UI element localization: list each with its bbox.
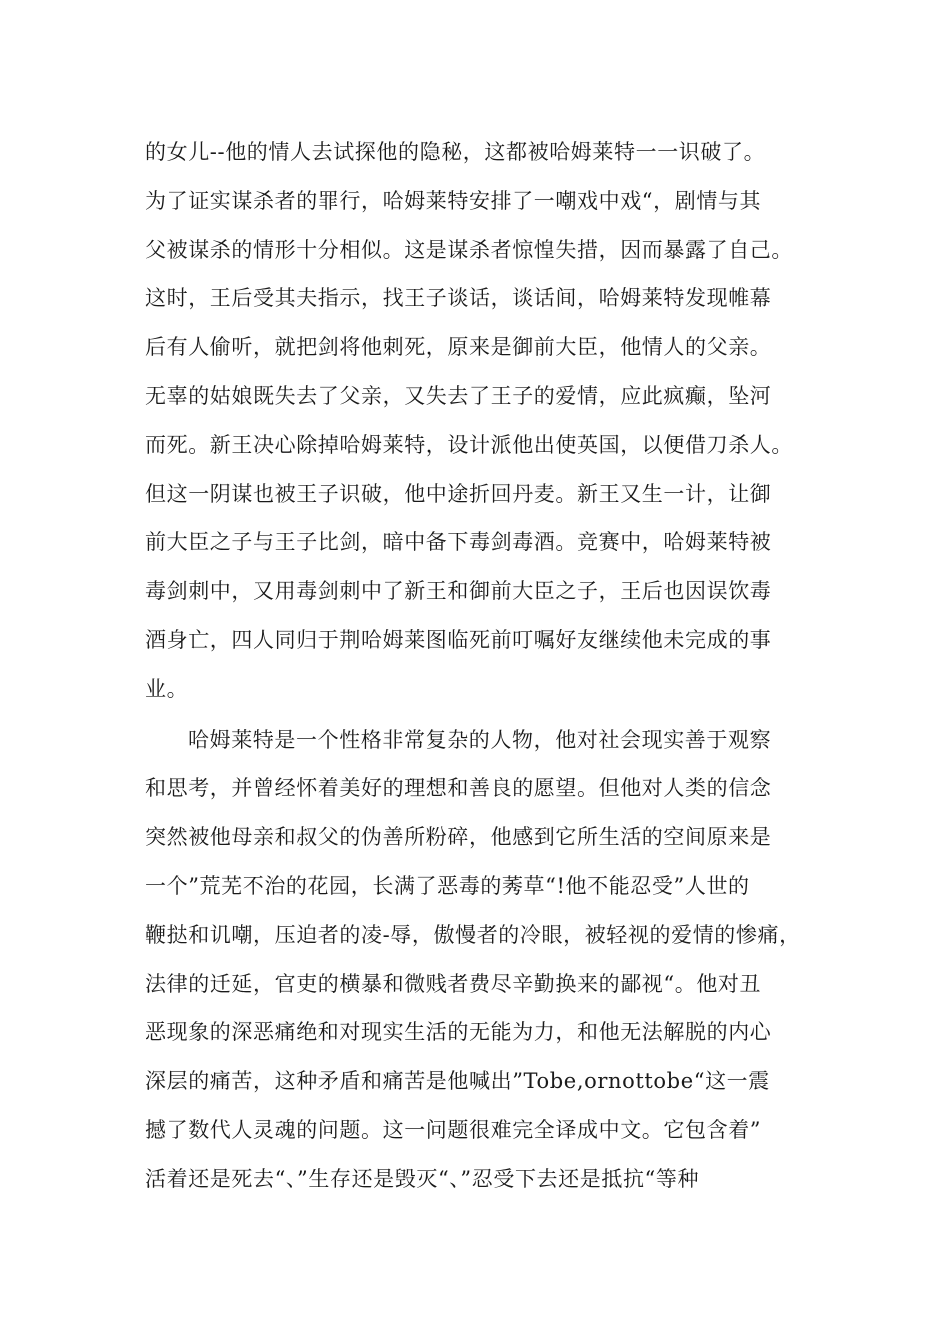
text-line: 但这一阴谋也被王子识破，他中途折回丹麦。新王又生一计，让御: [145, 481, 772, 506]
text-line: 父被谋杀的情形十分相似。这是谋杀者惊惶失措，因而暴露了自己。: [145, 237, 793, 262]
text-line: 一个”荒芜不治的花园，长满了恶毒的莠草“!他不能忍受”人世的: [145, 873, 750, 898]
text-line: 的女儿--他的情人去试探他的隐秘，这都被哈姆莱特一一识破了。: [145, 140, 766, 164]
text-line: 毒剑刺中，又用毒剑刺中了新王和御前大臣之子，王后也因误饮毒: [145, 579, 772, 604]
text-line: 活着还是死去“、”生存还是毁灭“、”忍受下去还是抵抗“等种: [145, 1166, 700, 1191]
text-line: 鞭挞和讥嘲，压迫者的凌-辱，傲慢者的冷眼，被轻视的爱情的惨痛，: [145, 922, 801, 947]
text-line: 法律的迁延，官吏的横暴和微贱者费尽辛勤换来的鄙视“。他对丑: [145, 971, 762, 996]
body-text: [145, 128, 835, 1204]
text-line: 业。: [145, 676, 189, 701]
text-line: 撼了数代人灵魂的问题。这一问题很难完全译成中文。它包含着”: [145, 1117, 762, 1142]
text-line: 恶现象的深恶痛绝和对现实生活的无能为力，和他无法解脱的内心: [145, 1020, 772, 1045]
text-line: 突然被他母亲和叔父的伪善所粉碎，他感到它所生活的空间原来是: [145, 825, 772, 850]
paragraph-2: [145, 716, 835, 1204]
text-line: 而死。新王决心除掉哈姆莱特，设计派他出使英国，以便借刀杀人。: [145, 432, 793, 457]
text-line: 前大臣之子与王子比剑，暗中备下毒剑毒酒。竞赛中，哈姆莱特被: [145, 530, 772, 555]
text-line: 和思考，并曾经怀着美好的理想和善良的愿望。但他对人类的信念: [145, 776, 772, 801]
text-line: 为了证实谋杀者的罪行，哈姆莱特安排了一嘲戏中戏“，剧情与其: [145, 188, 762, 213]
text-line: 后有人偷听，就把剑将他刺死，原来是御前大臣，他情人的父亲。: [145, 335, 772, 360]
text-line: 这时，王后受其夫指示，找王子谈话，谈话间，哈姆莱特发现帷幕: [145, 286, 772, 311]
text-line-indented: 哈姆莱特是一个性格非常复杂的人物，他对社会现实善于观察: [188, 727, 772, 752]
text-line: 酒身亡，四人同归于荆哈姆莱图临死前叮嘱好友继续他未完成的事: [145, 627, 772, 652]
text-line: 深层的痛苦，这种矛盾和痛苦是他喊出”Tobe,ornottobe“这一震: [145, 1069, 770, 1094]
paragraph-1: [145, 128, 835, 714]
text-line: 无辜的姑娘既失去了父亲，又失去了王子的爱情，应此疯癫，坠河: [145, 383, 772, 408]
